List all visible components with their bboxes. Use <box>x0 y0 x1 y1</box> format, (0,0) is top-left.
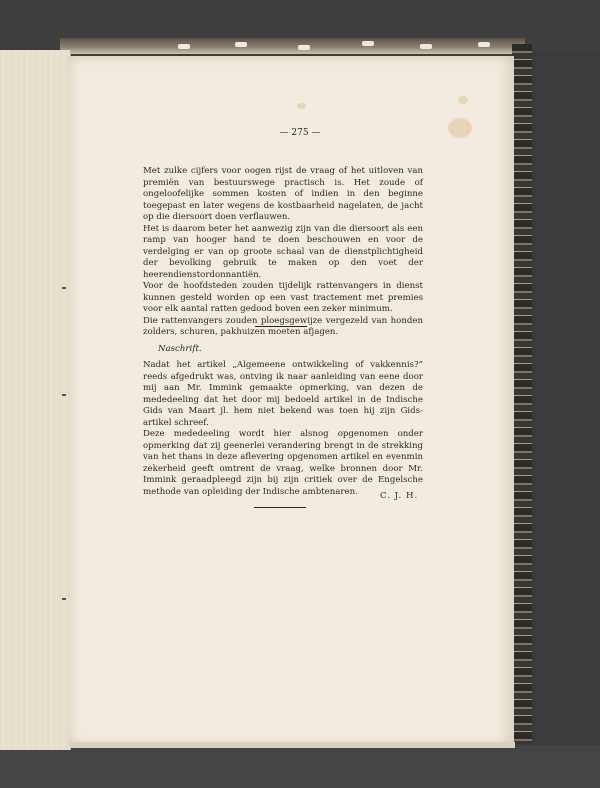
foxing-stain <box>458 96 468 104</box>
author-signature: C. J. H. <box>380 491 419 501</box>
page-stack-edge <box>70 742 515 748</box>
margin-mark <box>62 394 66 396</box>
margin-mark <box>62 287 66 289</box>
paragraph: Het is daarom beter het aanwezig zijn van die diersoort als een ramp van hooger hand te doen beschouwen en voor de verdelging er van op groote schaal van de dienstplichtigheid der bevolking gebruik te maken op den voet der heerendienstordonnantiën. <box>143 223 423 280</box>
book-binding <box>60 38 525 54</box>
paragraph: Voor de hoofdsteden zouden tijdelijk rattenvangers in dienst kunnen gesteld worden op een vast tractement met premies voor elk aantal ratten gedood boven een zeker minimum. <box>143 281 423 314</box>
backdrop-bottom <box>0 745 600 788</box>
margin-mark <box>62 598 66 600</box>
postscript-body <box>143 360 423 498</box>
postscript-heading: Naschrift. <box>158 344 202 354</box>
previous-page-edge <box>0 50 71 750</box>
paragraph: Die rattenvangers zouden ploegsgewijze vergezeld van honden zolders, schuren, pakhuizen moeten afjagen. <box>143 315 423 337</box>
article-body <box>143 166 423 339</box>
paragraph: Met zulke cijfers voor oogen rijst de vraag of het uitloven van premiën van bestuurswege practisch is. Het zoude of ongeloofelijke sommen kosten of indien in den beginne toegepast en later wegens de kostbaarheid nagelaten, de jacht op die diersoort doen verflauwen. <box>143 166 423 222</box>
cover-board-edge <box>512 44 532 744</box>
end-divider <box>254 507 306 508</box>
paragraph: Nadat het artikel „Algemeene ontwikkeling of vakkennis?” reeds afgedrukt was, ontving ik naar aanleiding van eene door mij aan Mr. Immink gemaakte opmerking, van dezen de mededeeling dat het door mij bedoeld artikel in de Indische Gids van Maart jl. hem niet bekend was toen hij zijn Gids-artikel schreef. <box>143 360 423 428</box>
section-divider <box>255 326 307 327</box>
page-number: — 275 — <box>279 128 321 138</box>
paragraph: Deze mededeeling wordt hier alsnog opgenomen onder opmerking dat zij geenerlei verandering brengt in de strekking van het thans in deze aflevering opgenomen artikel en evenmin zekerheid geeft omtrent de vraag, welke bronnen door Mr. Immink geraadpleegd zijn bij zijn critiek over de Engelsche methode van opleiding der Indische ambtenaren. <box>143 429 423 497</box>
foxing-stain <box>297 103 306 109</box>
